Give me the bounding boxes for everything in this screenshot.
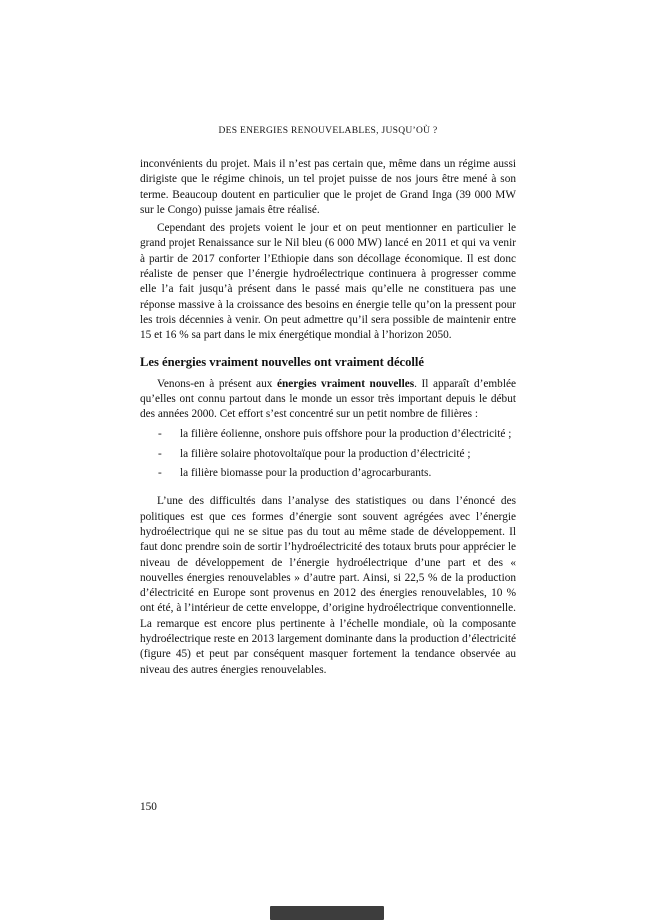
text-column [140,126,516,678]
dash-bullet-icon: - [158,467,162,480]
paragraph-statistics-difficulty: L’une des difficultés dans l’analyse des statistiques ou dans l’énoncé des politiques est que ces formes d’énergie sont souvent agrégées avec l’énergie hydroélectrique qui ne se situe pas du tout au même stade de développement. Il faut donc prendre soin de sortir l’hydroélectricité des totaux bruts pour apprécier le niveau de développement de l’énergie hydroélectrique d’une part et des « nouvelles énergies renouvelables » d’autre part. Ainsi, si 22,5 % de la production d’électricité en Europe sont provenus en 2012 des énergies renouvelables, 10 % ont été, à l’intérieur de cette enveloppe, d’origine hydroélectrique conventionnelle. La remarque est encore plus pertinente à l’échelle mondiale, où la composante hydroélectrique reste en 2013 largement dominante dans la production d’électricité (figure 45) et peut par conséquent masquer fortement la tendance observée au niveau des autres énergies renouvelables. [140,495,516,676]
list-item [158,466,516,481]
running-head: DES ENERGIES RENOUVELABLES, JUSQU’OÙ ? [218,126,438,136]
list-item [158,427,516,442]
list-item-text: la filière biomasse pour la production d’agrocarburants. [180,467,432,480]
paragraph-new-energies-intro: Venons-en à présent aux énergies vraiment nouvelles. Il apparaît d’emblée qu’elles ont connu partout dans le monde un essor très important depuis le début des années 2000. Cet effort s’est concentré sur un petit nombre de filières : [140,377,516,421]
bullet-list [158,427,516,481]
dash-bullet-icon: - [158,428,162,441]
section-heading: Les énergies vraiment nouvelles ont vraiment décollé [140,354,425,369]
list-item [158,447,516,462]
page-number: 150 [140,801,157,813]
list-item-text: la filière solaire photovoltaïque pour la production d’électricité ; [180,447,471,460]
bottom-bar[interactable] [270,906,384,920]
list-item-text: la filière éolienne, onshore puis offshore pour la production d’électricité ; [180,428,512,441]
dash-bullet-icon: - [158,447,162,460]
paragraph-hydro-projects: Cependant des projets voient le jour et on peut mentionner en particulier le grand projet Renaissance sur le Nil bleu (6 000 MW) lancé en 2011 et qui va venir à partir de 2017 conforter l’Ethiopie dans son décollage économique. Il est donc réaliste de penser que l’énergie hydroélectrique continuera à progresser comme elle l’a fait jusqu’à présent dans le passé mais qu’elle ne constituera pas une réponse massive à la croissance des besoins en énergie telle qu’on la pressent pour les trois décennies à venir. On peut admettre qu’il sera possible de maintenir entre 15 et 16 % sa part dans le mix énergétique mondial à l’horizon 2050. [140,222,516,342]
body-text [140,157,516,678]
paragraph-continuation: inconvénients du projet. Mais il n’est pas certain que, même dans un régime aussi dirigiste que le régime chinois, un tel projet puisse de nos jours être mené à son terme. Beaucoup doutent en particulier que le projet de Grand Inga (39 000 MW sur le Congo) puisse jamais être réalisé. [140,158,516,216]
